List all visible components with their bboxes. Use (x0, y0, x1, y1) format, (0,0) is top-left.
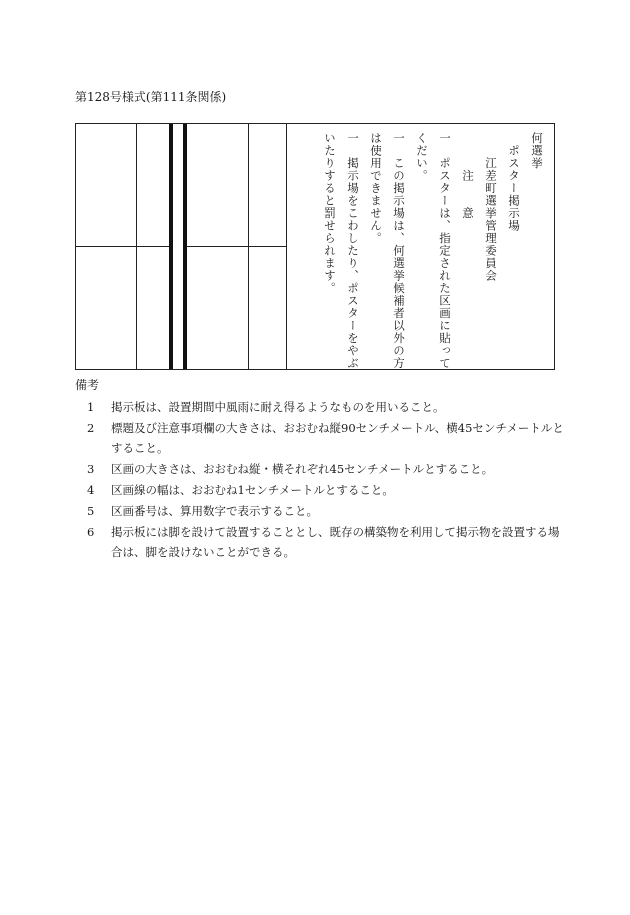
grid-line (76, 246, 169, 247)
notice-line: は使用できません。 (369, 132, 383, 245)
notice-line: 一 この掲示場は、何選挙候補者以外の方 (392, 132, 406, 370)
notice-line: いたりすると罰せられます。 (323, 132, 337, 295)
notes-list (75, 397, 565, 563)
note-text: 掲示板には脚を設けて設置することとし、既存の構築物を利用して掲示物を設置する場合は、脚を設けないことができる。 (111, 525, 560, 559)
committee-name: 江差町選挙管理委員会 (484, 132, 498, 282)
note-text: 区画の大きさは、おおむね縦・横それぞれ45センチメートルとすること。 (111, 462, 494, 476)
notice-line: 一 掲示場をこわしたり、ポスターをやぶ (346, 132, 360, 370)
note-item (75, 459, 565, 479)
notice-panel (286, 124, 556, 371)
election-name: 何選挙 (530, 132, 544, 170)
poster-board-diagram (75, 123, 555, 370)
note-number: 5 (87, 504, 95, 518)
note-item (75, 480, 565, 500)
note-text: 区画番号は、算用数字で表示すること。 (111, 504, 318, 518)
note-number: 3 (87, 462, 95, 476)
note-item (75, 418, 565, 458)
note-text: 区画線の幅は、おおむね1センチメートルとすること。 (111, 483, 394, 497)
note-number: 1 (87, 400, 95, 414)
grid-line (187, 246, 286, 247)
board-name: ポスター掲示場 (507, 132, 521, 232)
note-number: 4 (87, 483, 95, 497)
note-item (75, 501, 565, 521)
note-item (75, 522, 565, 562)
notice-line: 一 ポスターは、指定された区画に貼って (438, 132, 452, 370)
notice-heading: 注 意 (461, 132, 475, 220)
form-title: 第128号様式(第111条関係) (75, 90, 227, 104)
note-text: 標題及び注意事項欄の大きさは、おおむね縦90センチメートル、横45センチメートルとすること。 (111, 421, 564, 455)
divider-thick-line (169, 124, 173, 369)
notice-line: くだい。 (415, 132, 429, 182)
note-number: 2 (87, 421, 95, 435)
note-text: 掲示板は、設置期間中風雨に耐え得るようなものを用いること。 (111, 400, 445, 414)
note-item (75, 397, 565, 417)
notes-label: 備考 (75, 378, 100, 392)
note-number: 6 (87, 525, 95, 539)
